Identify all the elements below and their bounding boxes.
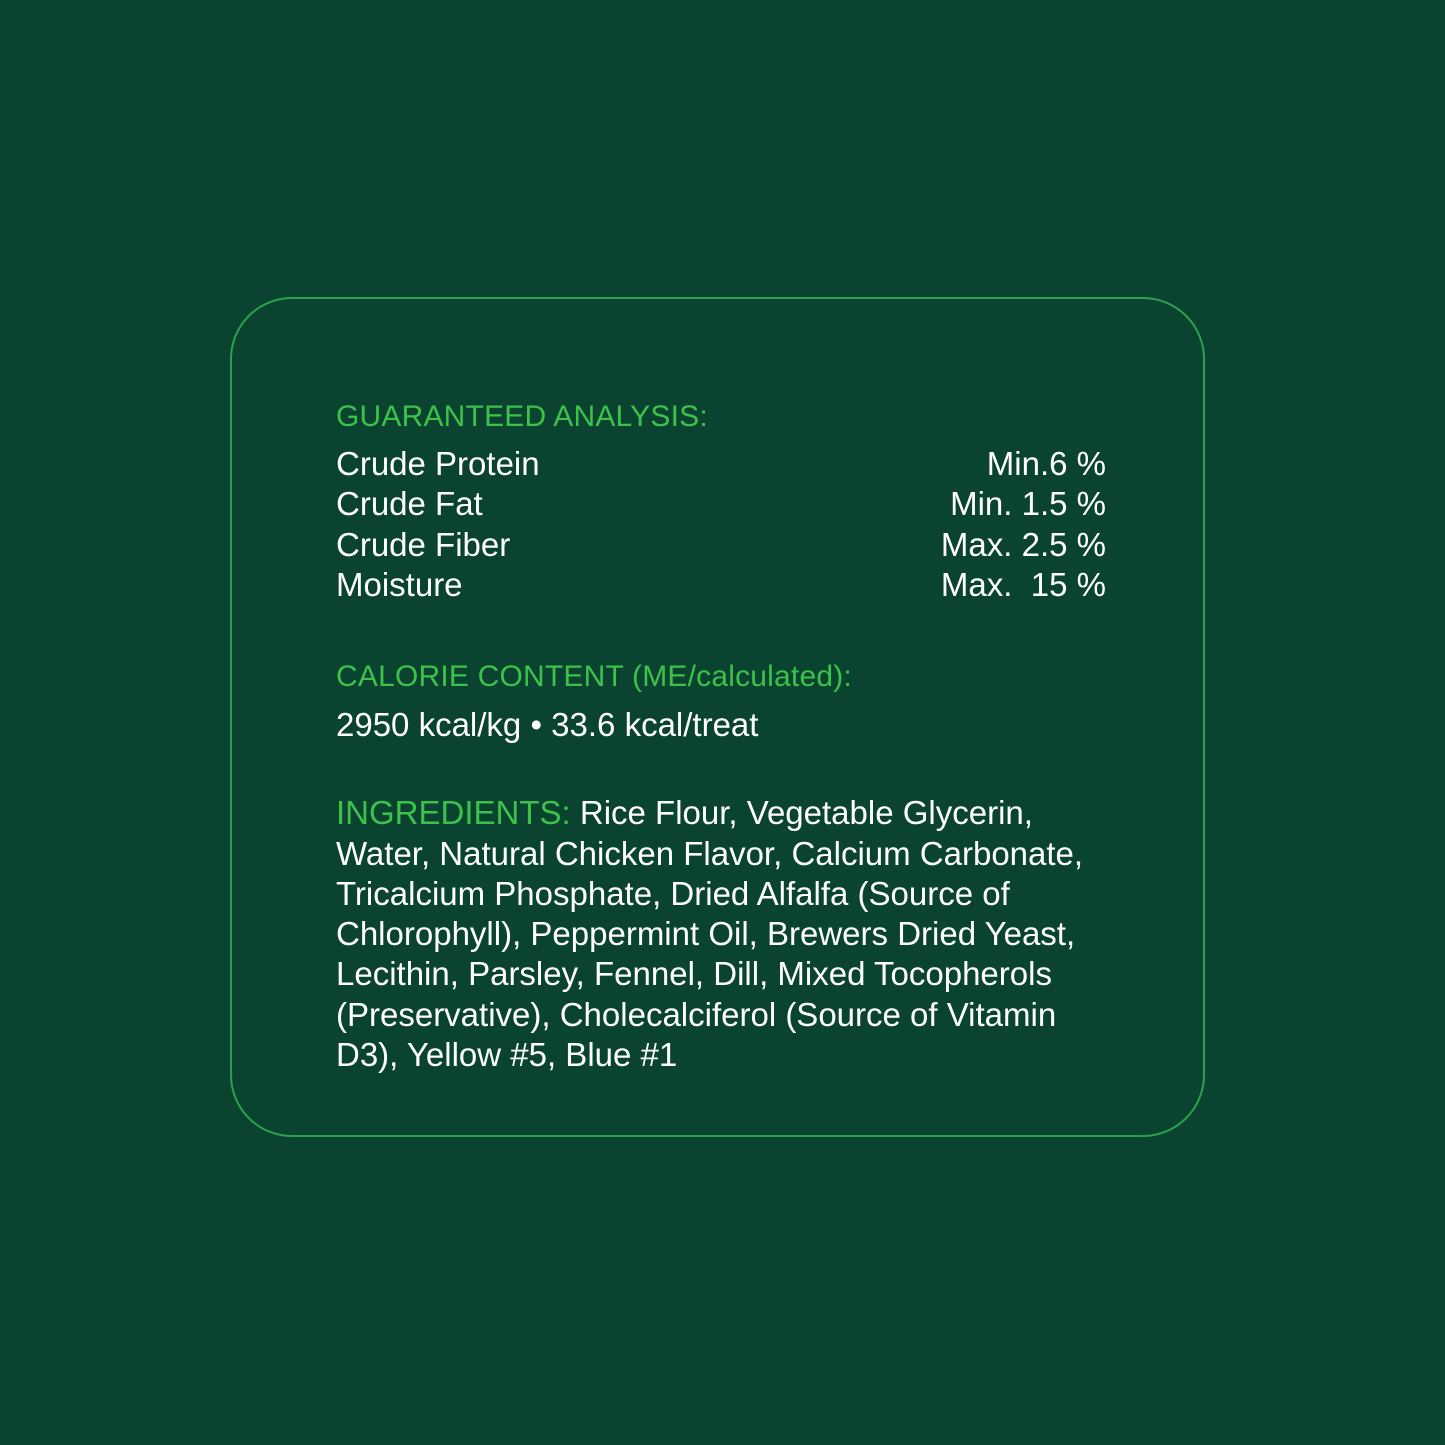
table-row [336,484,1106,524]
nutrient-name: Moisture [336,565,463,603]
nutrient-value: Min. 1.5 % [950,485,1106,523]
nutrient-name: Crude Fat [336,485,483,523]
guaranteed-analysis-table [336,444,1106,605]
nutrient-name: Crude Protein [336,445,540,482]
nutrient-value: Max. 15 % [940,565,1106,603]
nutrient-name: Crude Fiber [336,525,511,563]
nutrient-value: Min.6 % [986,445,1106,482]
table-row [336,444,1106,484]
nutrient-value: Max. 2.5 % [940,525,1106,563]
ingredients-paragraph [336,793,1126,1075]
table-row [336,525,1106,565]
section-spacer [336,745,1133,793]
section-spacer [336,605,1133,659]
calorie-content-value: 2950 kcal/kg • 33.6 kcal/treat [336,706,759,743]
calorie-content-section [336,659,1133,745]
ingredients-section [336,793,1133,1075]
panel-content [336,399,1133,1075]
ingredients-label: INGREDIENTS: [336,794,571,832]
guaranteed-analysis-section [336,399,1133,605]
calorie-content-heading: CALORIE CONTENT (ME/calculated): [336,660,852,693]
nutrition-panel [230,297,1205,1137]
ingredients-text: Rice Flour, Vegetable Glycerin, Water, Natural Chicken Flavor, Calcium Carbonate, Tricalcium Phosphate, Dried Alfalfa (Source of Chlorophyll), Peppermint Oil, Brewers Dried Yeast, Lecithin, Parsley, Fennel, Dill, Mixed Tocopherols (Preservative), Cholecalciferol (Source of Vitamin D3), Yellow #5, Blue #1 [336,794,1084,1073]
guaranteed-analysis-heading: GUARANTEED ANALYSIS: [336,400,708,433]
table-row [336,565,1106,605]
